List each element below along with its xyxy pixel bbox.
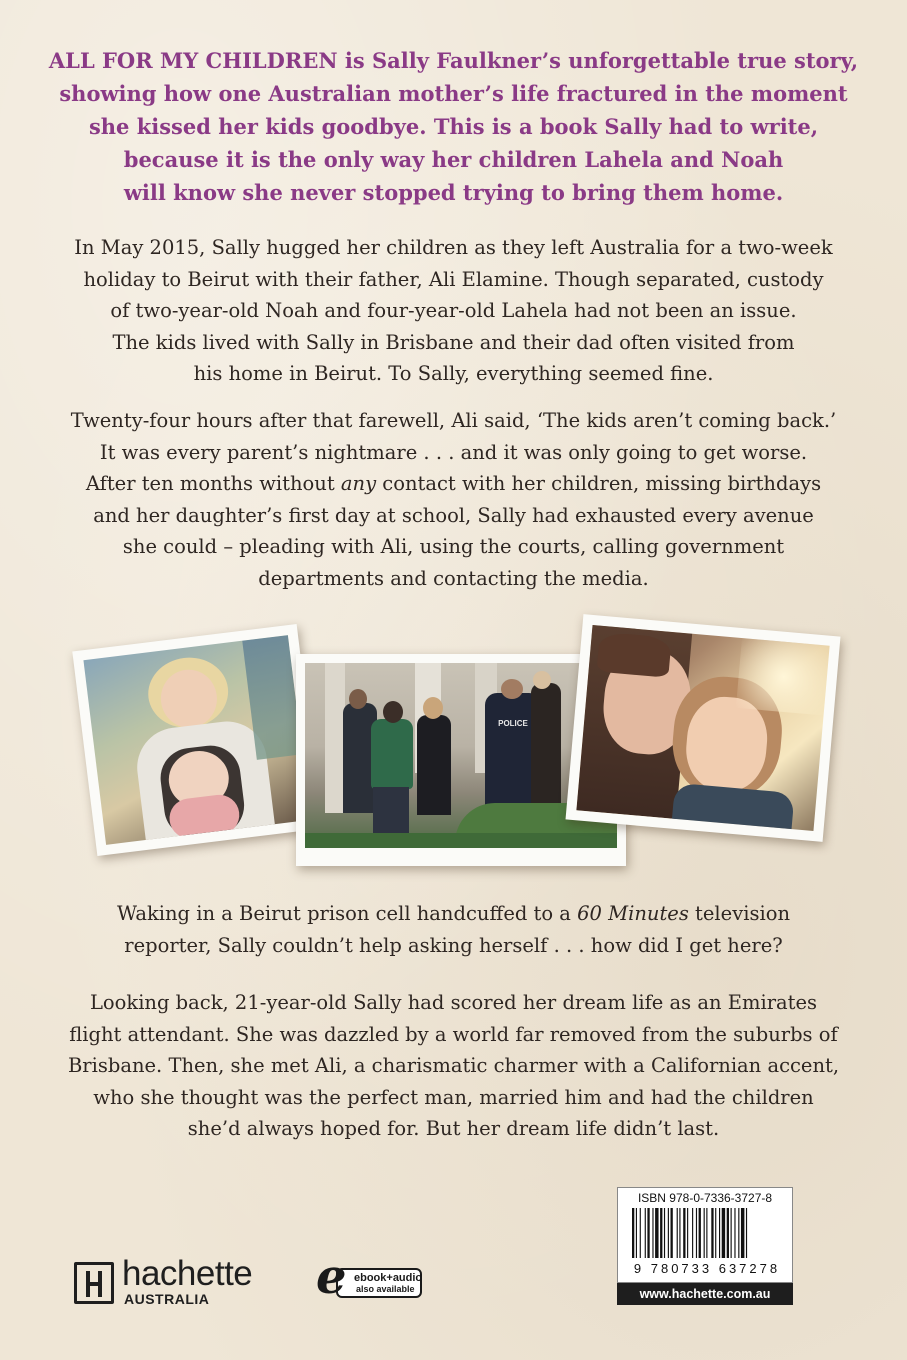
paragraph-line: Looking back, 21-year-old Sally had scored her dream life as an Emirates: [89, 991, 818, 1014]
paragraph-line: holiday to Beirut with their father, Ali Elamine. Though separated, custody: [83, 267, 824, 291]
blurb: [40, 44, 867, 209]
police-vest-label: POLICE: [498, 719, 528, 728]
barcode-digits: 9 780733 637278: [633, 1261, 781, 1276]
paragraph-line: of two-year-old Noah and four-year-old Lahela had not been an issue.: [110, 299, 797, 322]
paragraph-2: [44, 405, 863, 594]
paragraph-3: [44, 898, 863, 961]
paragraph-text: television: [688, 902, 791, 925]
ebook-e-icon: e: [316, 1249, 347, 1305]
emphasis-text: 60 Minutes: [577, 902, 689, 925]
paragraph-line: who she thought was the perfect man, married him and had the children: [93, 1085, 814, 1109]
paragraph-line: The kids lived with Sally in Brisbane and their dad often visited from: [112, 330, 795, 354]
blurb-line: showing how one Australian mother’s life fractured in the moment: [59, 81, 848, 106]
photo-mother-with-baby: [72, 624, 321, 856]
hachette-h-icon: [74, 1262, 114, 1304]
paragraph-1: [44, 232, 863, 390]
paragraph-line: and her daughter’s first day at school, Sally had exhausted every avenue: [93, 503, 814, 527]
paragraph-line: It was every parent’s nightmare . . . and it was only going to get worse.: [99, 440, 808, 464]
paragraph-text: Waking in a Beirut prison cell handcuffed to a: [116, 902, 578, 925]
emphasis-text: any: [340, 472, 377, 495]
paragraph-line: [44, 468, 863, 500]
ebook-audio-badge: [316, 1249, 424, 1308]
paragraph-text: contact with her children, missing birthdays: [376, 472, 822, 495]
publisher-name: hachette: [122, 1254, 253, 1293]
paragraph-line: she’d always hoped for. But her dream life didn’t last.: [187, 1117, 720, 1140]
blurb-line: because it is the only way her children Lahela and Noah: [123, 147, 784, 172]
paragraph-4: [44, 987, 863, 1145]
paragraph-line: reporter, Sally couldn’t help asking herself . . . how did I get here?: [124, 933, 783, 957]
paragraph-line: flight attendant. She was dazzled by a world far removed from the suburbs of: [69, 1022, 838, 1046]
blurb-line: will know she never stopped trying to bring them home.: [123, 180, 784, 205]
paragraph-line: his home in Beirut. To Sally, everything seemed fine.: [193, 362, 714, 385]
paragraph-line: Twenty-four hours after that farewell, Ali said, ‘The kids aren’t coming back.’: [70, 409, 837, 432]
paragraph-line: [44, 898, 863, 930]
ebook-label: ebook+audio: [354, 1272, 423, 1284]
blurb-line: ALL FOR MY CHILDREN is Sally Faulkner’s unforgettable true story,: [48, 48, 859, 73]
isbn-number: ISBN 978-0-7336-3727-8: [637, 1191, 773, 1205]
ebook-sub-label: also available: [356, 1284, 415, 1294]
paragraph-line: Brisbane. Then, she met Ali, a charismatic charmer with a Californian accent,: [67, 1054, 840, 1077]
publisher-region: AUSTRALIA: [124, 1291, 210, 1307]
paragraph-line: departments and contacting the media.: [258, 566, 649, 590]
publisher-url: www.hachette.com.au: [617, 1283, 793, 1305]
isbn-barcode: [617, 1187, 793, 1283]
photo-image: [83, 635, 310, 845]
paragraph-text: After ten months without: [85, 472, 341, 495]
blurb-line: she kissed her kids goodbye. This is a book Sally had to write,: [88, 114, 819, 139]
hachette-logo: [74, 1254, 274, 1308]
barcode-icon: [630, 1208, 782, 1262]
paragraph-line: she could – pleading with Ali, using the courts, calling government: [122, 535, 785, 558]
photo-mother-with-son: [566, 614, 841, 842]
paragraph-line: In May 2015, Sally hugged her children as they left Australia for a two-week: [74, 236, 833, 259]
photo-image: [576, 625, 829, 831]
